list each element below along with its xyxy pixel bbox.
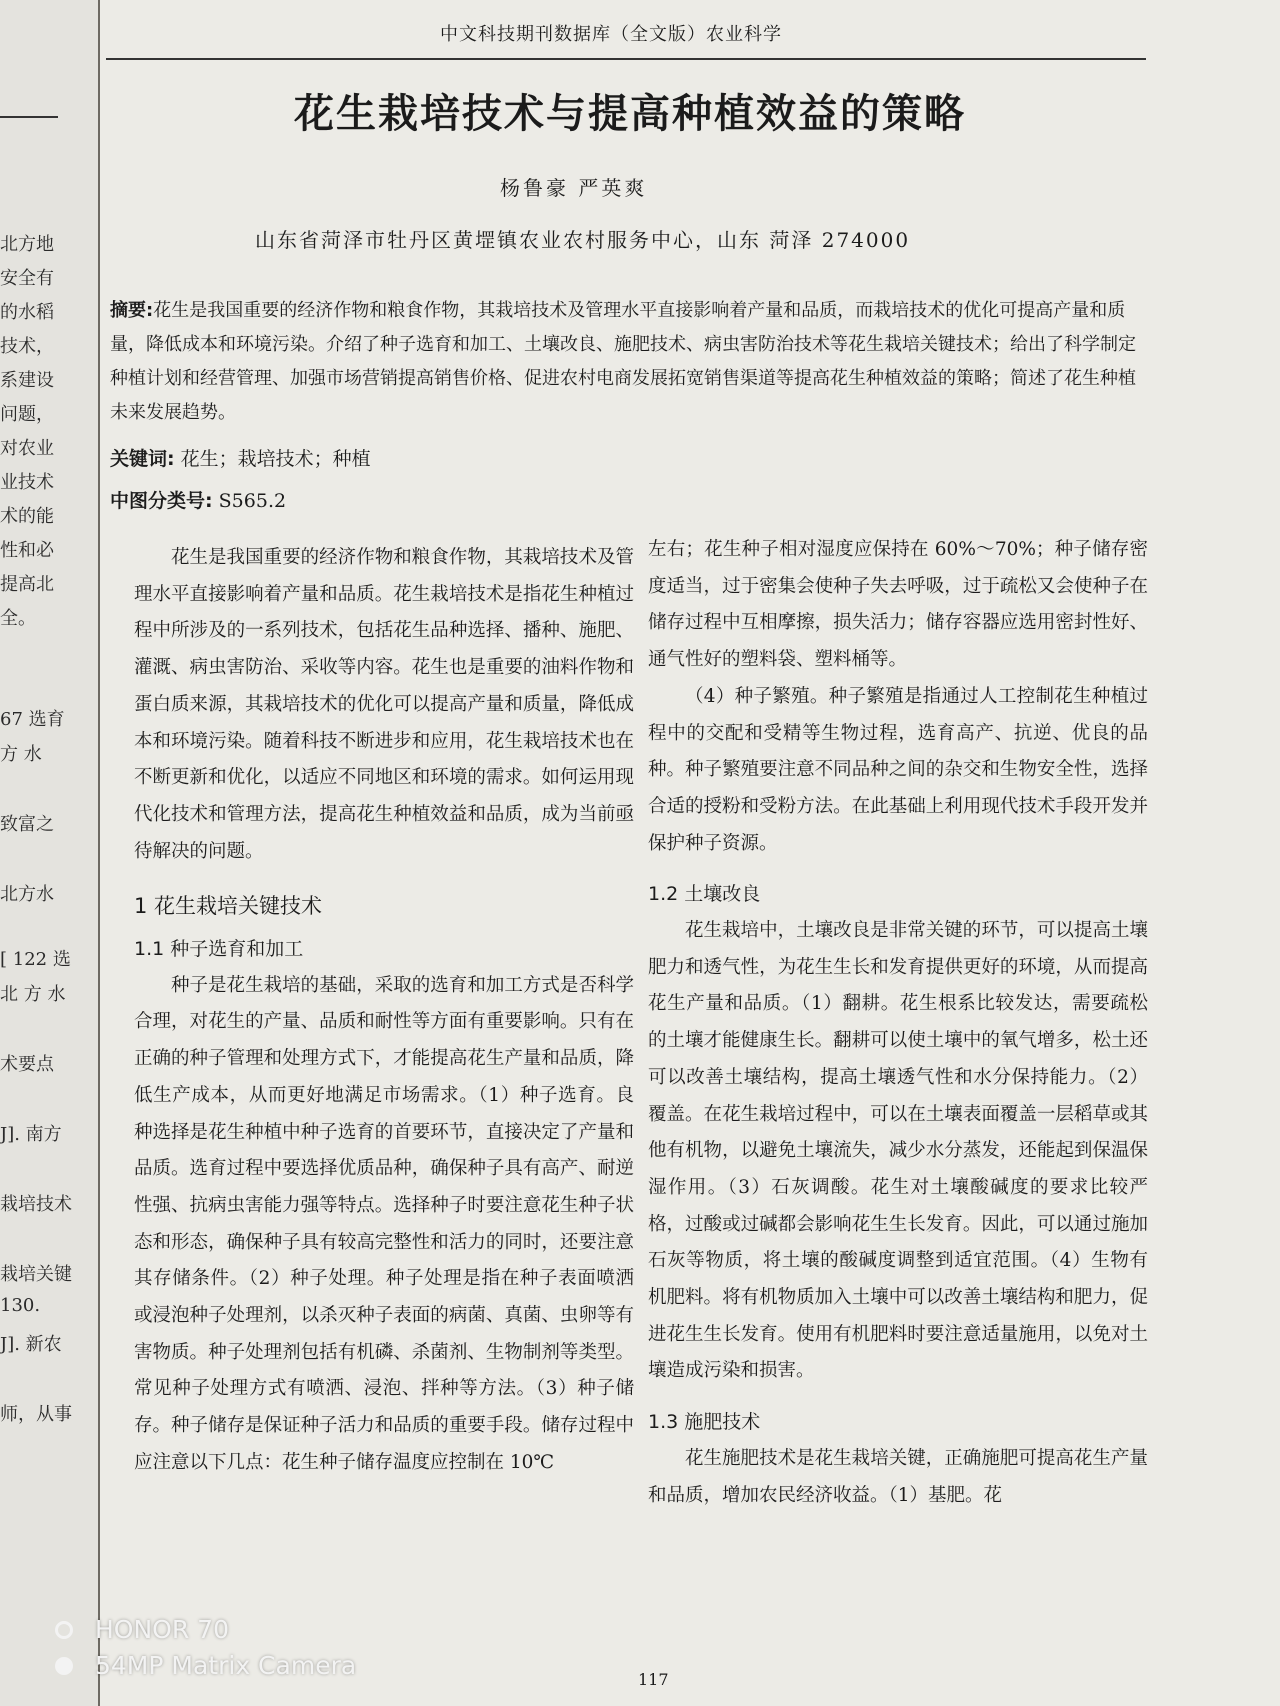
adjacent-page-fragment: 北 方 水 (0, 984, 66, 1005)
paragraph-continued: 左右；花生种子相对湿度应保持在 60%～70%；种子储存密度适当，过于密集会使种子失去呼吸，过于疏松又会使种子在储存过程中互相摩擦，损失活力；储存容器应选用密封性好、通气性好的塑料袋、塑料桶等。 (648, 539, 1148, 671)
adjacent-page-fragment: 致富之 (0, 814, 54, 835)
keywords-text: 花生；栽培技术；种植 (180, 448, 371, 470)
adjacent-page-fragment: 技术， (0, 336, 54, 357)
adjacent-page-fragment: 系建设 (0, 370, 54, 391)
paragraph-seed-breeding: （4）种子繁殖。种子繁殖是指通过人工控制花生种植过程中的交配和受精等生物过程，选育高产、抗逆、优良的品种。种子繁殖要注意不同品种之间的杂交和生物安全性，选择合适的授粉和受粉方法。在此基础上利用现代技术手段开发并保护种子资源。 (648, 685, 1148, 854)
keywords (110, 444, 371, 471)
classification-code: S565.2 (218, 490, 287, 512)
section-heading-1-1: 1.1 种子选育和加工 (134, 938, 304, 961)
intro-paragraph: 花生是我国重要的经济作物和粮食作物，其栽培技术及管理水平直接影响着产量和品质。花生栽培技术是指花生种植过程中所涉及的一系列技术，包括花生品种选择、播种、施肥、灌溉、病虫害防治、采收等内容。花生也是重要的油料作物和蛋白质来源，其栽培技术的优化可以提高产量和质量，降低成本和环境污染。随着科技不断进步和应用，花生栽培技术也在不断更新和优化，以适应不同地区和环境的需求。如何运用现代化技术和管理方法，提高花生种植效益和品质，成为当前亟待解决的问题。 (134, 547, 634, 862)
body-column-right (648, 532, 1148, 1514)
adjacent-page-fragment: 性和必 (0, 540, 54, 561)
keywords-label: 关键词: (110, 448, 175, 470)
journal-page (100, 0, 1280, 1706)
adjacent-page-fragment: 术的能 (0, 506, 54, 527)
dot-icon (55, 1657, 73, 1675)
paragraph-1-1: 种子是花生栽培的基础，采取的选育和加工方式是否科学合理，对花生的产量、品质和耐性等方面有重要影响。只有在正确的种子管理和处理方式下，才能提高花生产量和品质，降低生产成本，从而更好地满足市场需求。（1）种子选育。良种选择是花生种植中种子选育的首要环节，直接决定了产量和品质。选育过程中要选择优质品种，确保种子具有高产、耐逆性强、抗病虫害能力强等特点。选择种子时要注意花生种子状态和形态，确保种子具有较高完整性和活力的同时，还要注意其存储条件。（2）种子处理。种子处理是指在种子表面喷洒或浸泡种子处理剂，以杀灭种子表面的病菌、真菌、虫卵等有害物质。种子处理剂包括有机磷、杀菌剂、生物制剂等类型。常见种子处理方式有喷洒、浸泡、拌种等方法。（3）种子储存。种子储存是保证种子活力和品质的重要手段。储存过程中应注意以下几点：花生种子储存温度应控制在 10℃ (134, 974, 634, 1473)
page-number: 117 (638, 1670, 669, 1689)
adjacent-page-fragment: 安全有 (0, 268, 54, 289)
watermark-line-2: 54MP Matrix Camera (95, 1651, 357, 1680)
adjacent-page-fragment: 业技术 (0, 472, 54, 493)
adjacent-page-fragment: 的水稻 (0, 302, 54, 323)
paragraph-1-2: 花生栽培中，土壤改良是非常关键的环节，可以提高土壤肥力和透气性，为花生生长和发育提供更好的环境，从而提高花生产量和品质。（1）翻耕。花生根系比较发达，需要疏松的土壤才能健康生长。翻耕可以使土壤中的氧气增多，松土还可以改善土壤结构，提高土壤透气性和水分保持能力。（2）覆盖。在花生栽培过程中，可以在土壤表面覆盖一层稻草或其他有机物，以避免土壤流失，减少水分蒸发，还能起到保温保湿作用。（3）石灰调酸。花生对土壤酸碱度的要求比较严格，过酸或过碱都会影响花生生长发育。因此，可以通过施加石灰等物质，将土壤的酸碱度调整到适宜范围。（4）生物有机肥料。将有机物质加入土壤中可以改善土壤结构和肥力，促进花生生长发育。使用有机肥料时要注意适量施用，以免对土壤造成污染和损害。 (648, 920, 1148, 1382)
adjacent-page-fragment: 问题， (0, 404, 54, 425)
abstract-label: 摘要: (110, 300, 154, 321)
author-affiliation: 山东省菏泽市牡丹区黄堽镇农业农村服务中心，山东 菏泽 274000 (255, 228, 911, 252)
abstract (110, 294, 1150, 430)
adjacent-page-fragment: [ 122 选 (0, 949, 71, 970)
abstract-text: 花生是我国重要的经济作物和粮食作物，其栽培技术及管理水平直接影响着产量和品质，而栽培技术的优化可提高产量和质量，降低成本和环境污染。介绍了种子选育和加工、土壤改良、施肥技术、病虫害防治技术等花生栽培关键技术；给出了科学制定种植计划和经营管理、加强市场营销提高销售价格、促进农村电商发展拓宽销售渠道等提高花生种植效益的策略；简述了花生种植未来发展趋势。 (110, 300, 1136, 423)
camera-watermark (55, 1612, 356, 1684)
adjacent-page-fragment: 67 选育 (0, 709, 65, 730)
adjacent-page-fragment: 提高北 (0, 574, 54, 595)
classification-label: 中图分类号: (110, 490, 213, 512)
journal-header: 中文科技期刊数据库（全文版）农业科学 (440, 24, 782, 45)
adjacent-page-fragment: 130. (0, 1295, 41, 1316)
adjacent-page-fragment: 师，从事 (0, 1404, 72, 1425)
adjacent-page-fragment: 北方水 (0, 884, 54, 905)
ring-icon (55, 1621, 73, 1639)
paragraph-1-3: 花生施肥技术是花生栽培关键，正确施肥可提高花生产量和品质，增加农民经济收益。（1）基肥。花 (648, 1447, 1148, 1506)
header-rule (106, 58, 1146, 60)
adjacent-page-fragment: 对农业 (0, 438, 54, 459)
adjacent-page-fragment: 方 水 (0, 744, 42, 765)
adjacent-page-fragment: 栽培关键 (0, 1264, 72, 1285)
adjacent-page-rule (0, 116, 58, 118)
adjacent-page (0, 0, 98, 1706)
article-authors: 杨鲁豪 严英爽 (500, 176, 648, 200)
body-column-left (134, 540, 634, 1482)
section-heading-1: 1 花生栽培关键技术 (134, 894, 323, 919)
adjacent-page-fragment: 全。 (0, 608, 36, 629)
section-heading-1-3: 1.3 施肥技术 (648, 1411, 761, 1434)
adjacent-page-fragment: 北方地 (0, 234, 54, 255)
classification (110, 486, 286, 513)
adjacent-page-fragment: 栽培技术 (0, 1194, 72, 1215)
adjacent-page-fragment: 术要点 (0, 1054, 54, 1075)
watermark-line-1: HONOR 70 (95, 1615, 229, 1644)
section-heading-1-2: 1.2 土壤改良 (648, 883, 761, 906)
adjacent-page-fragment: J]. 新农 (0, 1334, 62, 1355)
adjacent-page-fragment: J]. 南方 (0, 1124, 62, 1145)
article-title: 花生栽培技术与提高种植效益的策略 (294, 91, 966, 137)
